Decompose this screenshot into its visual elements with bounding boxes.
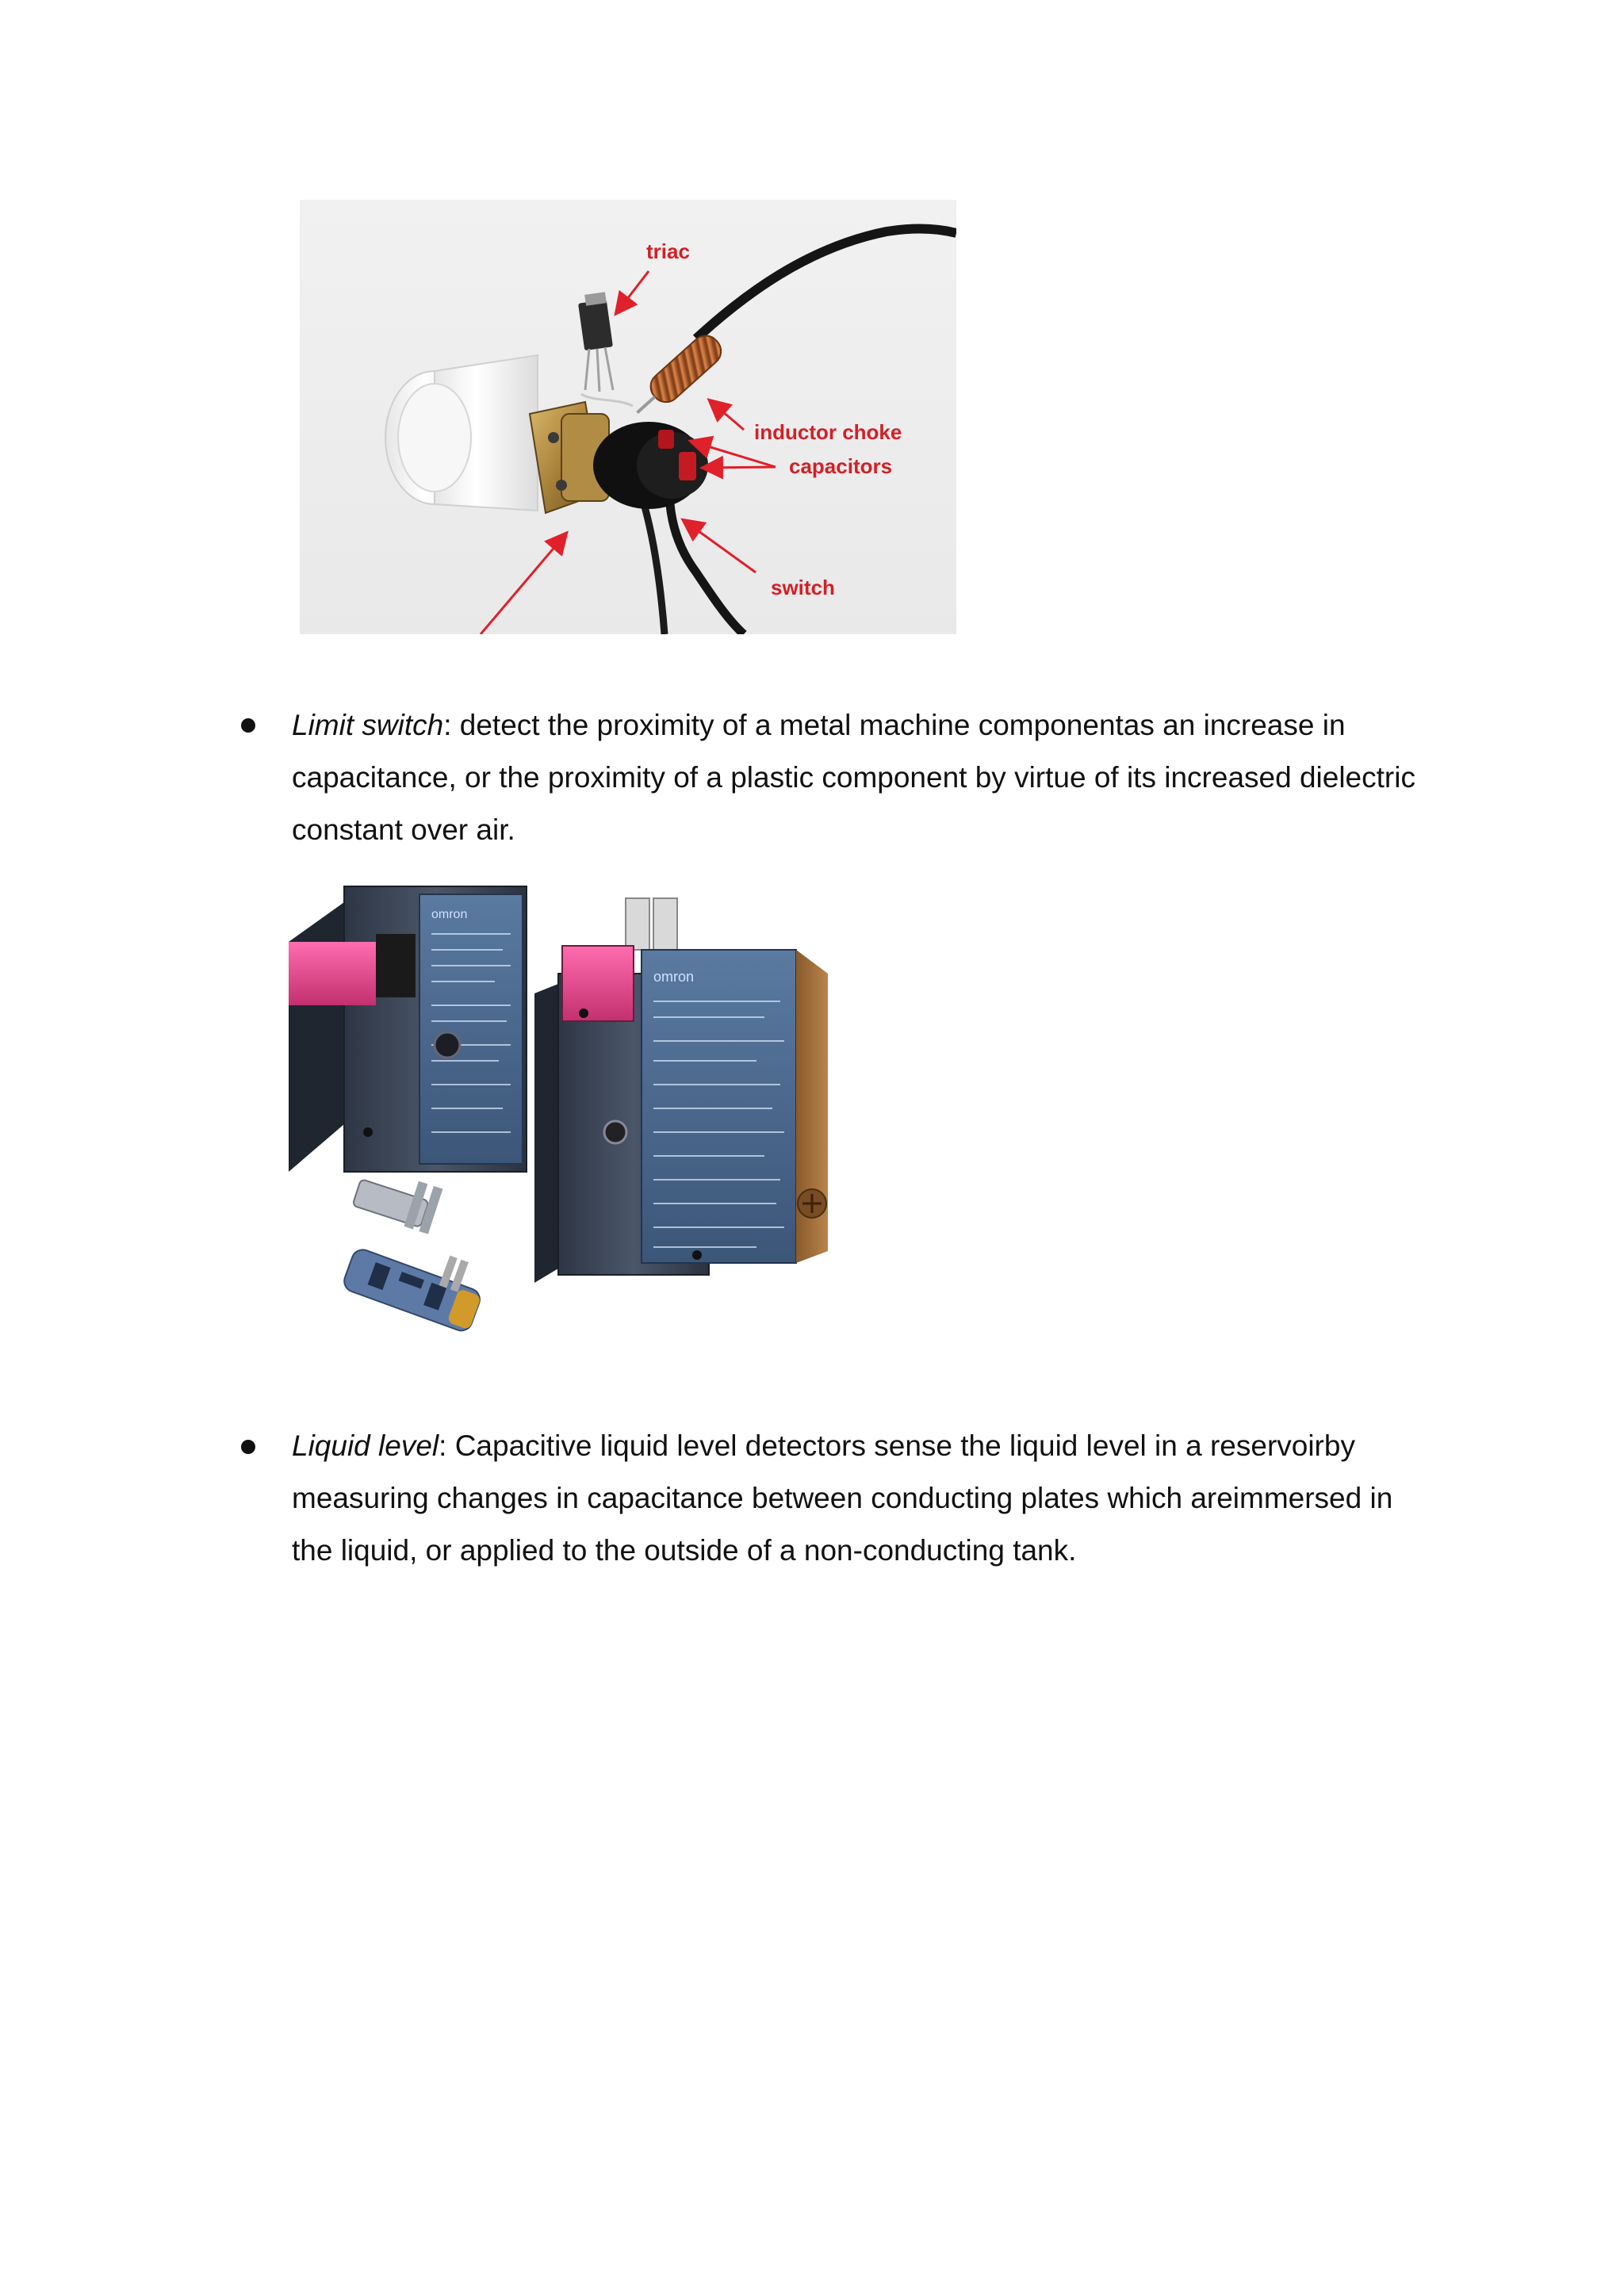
omron-right-brand: omron <box>653 969 695 985</box>
label-triac: triac <box>646 239 690 263</box>
liquid-level-paragraph <box>292 1420 1434 1577</box>
label-capacitors: capacitors <box>789 454 893 478</box>
liquid-level-term: Liquid level <box>292 1429 439 1462</box>
limit-switch-term: Limit switch <box>292 709 444 741</box>
bullet-liquid-level <box>241 1440 255 1454</box>
capacitive-sensor-figure <box>300 200 956 634</box>
liquid-level-description: : Capacitive liquid level detectors sense the liquid level in a reservoirby measuring changes in capacitance between conducting plates which areimmersed in the liquid, or applied to the outside of a non-conducting tank. <box>292 1429 1393 1567</box>
limit-switch-paragraph <box>292 699 1434 856</box>
limit-switch-illustration <box>289 855 860 1362</box>
limit-switch-description: : detect the proximity of a metal machine componentas an increase in capacitance, or the proximity of a plastic component by virtue of its increased dielectric constant over air. <box>292 709 1415 846</box>
limit-switch-figure <box>289 855 860 1362</box>
label-inductor-choke: inductor choke <box>754 420 902 444</box>
capacitive-sensor-illustration <box>300 200 956 634</box>
omron-left-brand: omron <box>431 908 468 921</box>
bullet-limit-switch <box>241 718 255 733</box>
label-switch: switch <box>771 576 835 599</box>
